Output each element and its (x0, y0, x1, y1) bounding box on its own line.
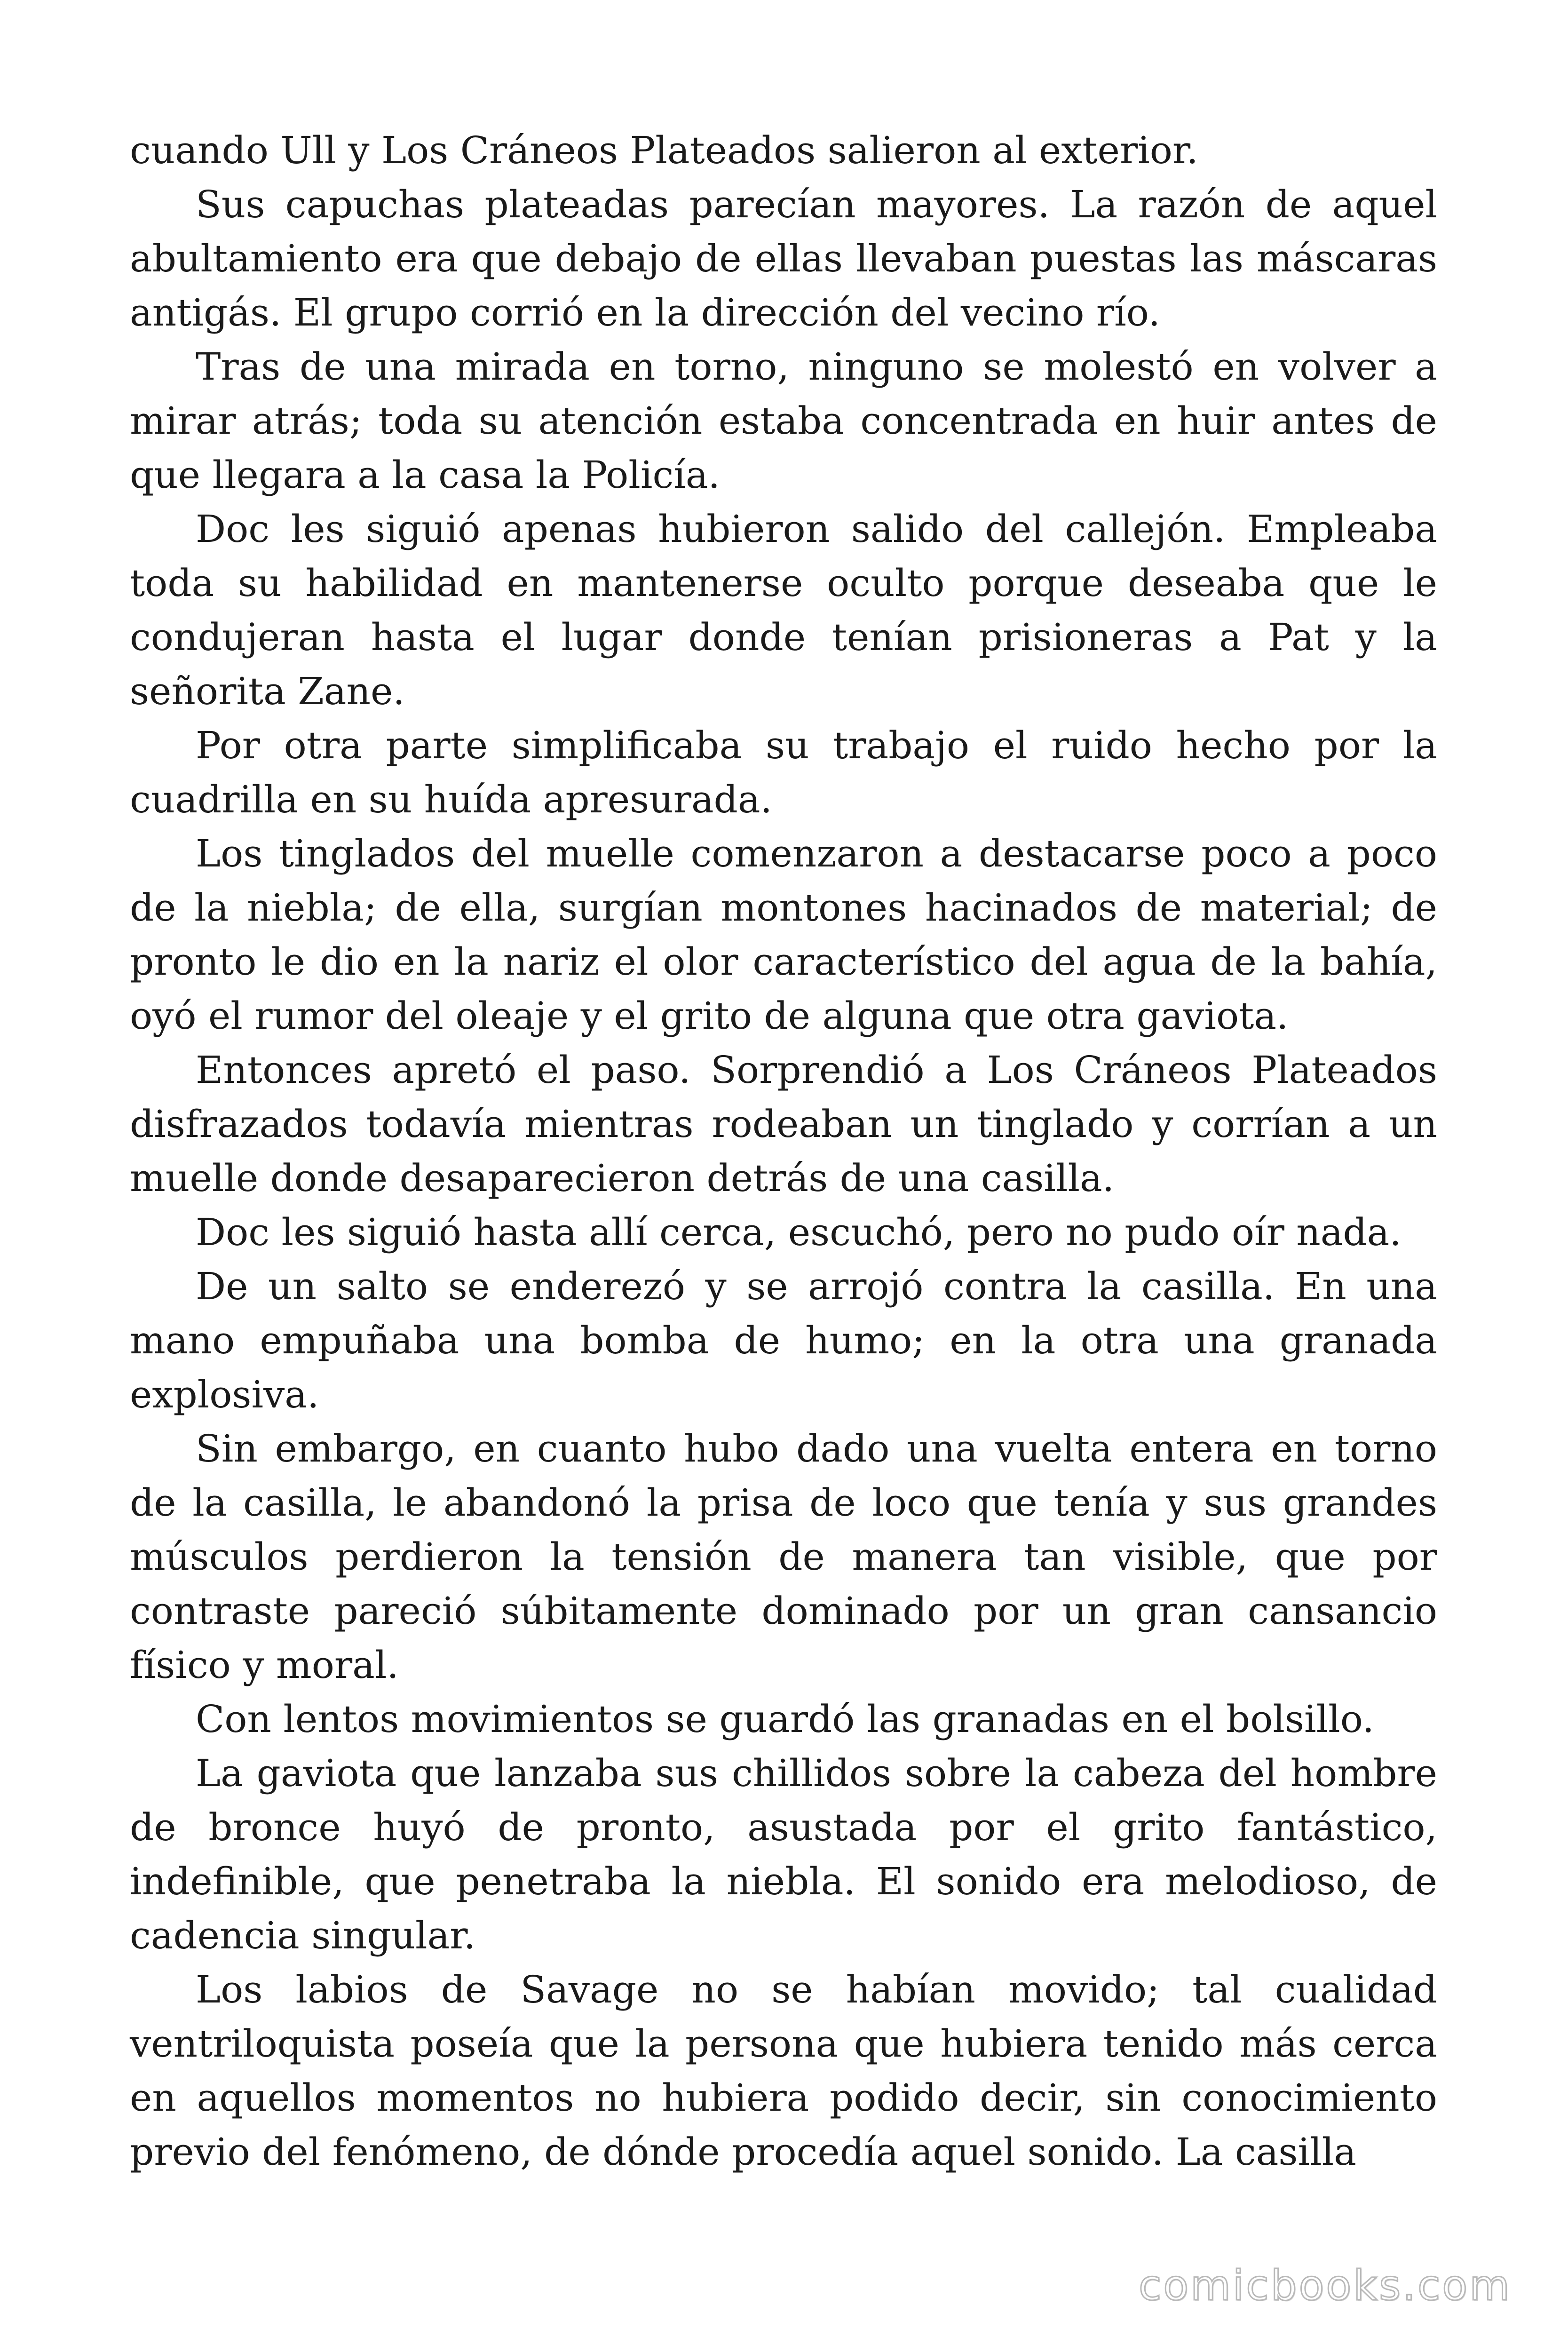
paragraph-10: Sin embargo, en cuanto hubo dado una vuelta entera en torno de la casilla, le abandonó la prisa de loco que tenía y sus grandes músculos perdieron la tensión de manera tan visible, que por contraste pareció súbitamente dominado por un gran cansancio físico y moral. (130, 1427, 1437, 1687)
page-body (130, 123, 1437, 2179)
paragraph-7: Entonces apretó el paso. Sorprendió a Los Cráneos Plateados disfrazados todavía mientras rodeaban un tinglado y corrían a un muelle donde desaparecieron detrás de una casilla. (130, 1048, 1437, 1200)
paragraph-13: Los labios de Savage no se habían movido; tal cualidad ventriloquista poseía que la persona que hubiera tenido más cerca en aquellos momentos no hubiera podido decir, sin conocimiento previo del fenómeno, de dónde procedía aquel sonido. La casilla (130, 1968, 1437, 2174)
paragraph-4: Doc les siguió apenas hubieron salido del callejón. Empleaba toda su habilidad en mantenerse oculto porque deseaba que le condujeran hasta el lugar donde tenían prisioneras a Pat y la señorita Zane. (130, 507, 1437, 713)
paragraph-11: Con lentos movimientos se guardó las granadas en el bolsillo. (196, 1697, 1374, 1741)
paragraph-9: De un salto se enderezó y se arrojó contra la casilla. En una mano empuñaba una bomba de humo; en la otra una granada explosiva. (130, 1264, 1437, 1416)
paragraph-5: Por otra parte simplificaba su trabajo el ruido hecho por la cuadrilla en su huída apresurada. (130, 723, 1437, 821)
paragraph-1: cuando Ull y Los Cráneos Plateados salieron al exterior. (130, 128, 1198, 172)
watermark: comicbooks.com (1138, 2261, 1512, 2310)
paragraph-8: Doc les siguió hasta allí cerca, escuchó, pero no pudo oír nada. (196, 1210, 1402, 1254)
paragraph-3: Tras de una mirada en torno, ninguno se molestó en volver a mirar atrás; toda su atención estaba concentrada en huir antes de que llegara a la casa la Policía. (130, 345, 1437, 497)
paragraph-12: La gaviota que lanzaba sus chillidos sobre la cabeza del hombre de bronce huyó de pronto, asustada por el grito fantástico, indefinible, que penetraba la niebla. El sonido era melodioso, de cadencia singular. (130, 1751, 1437, 1957)
paragraph-6: Los tinglados del muelle comenzaron a destacarse poco a poco de la niebla; de ella, surgían montones hacinados de material; de pronto le dio en la nariz el olor característico del agua de la bahía, oyó el rumor del oleaje y el grito de alguna que otra gaviota. (130, 832, 1437, 1038)
paragraph-2: Sus capuchas plateadas parecían mayores. La razón de aquel abultamiento era que debajo de ellas llevaban puestas las máscaras antigás. El grupo corrió en la dirección del vecino río. (130, 183, 1437, 334)
